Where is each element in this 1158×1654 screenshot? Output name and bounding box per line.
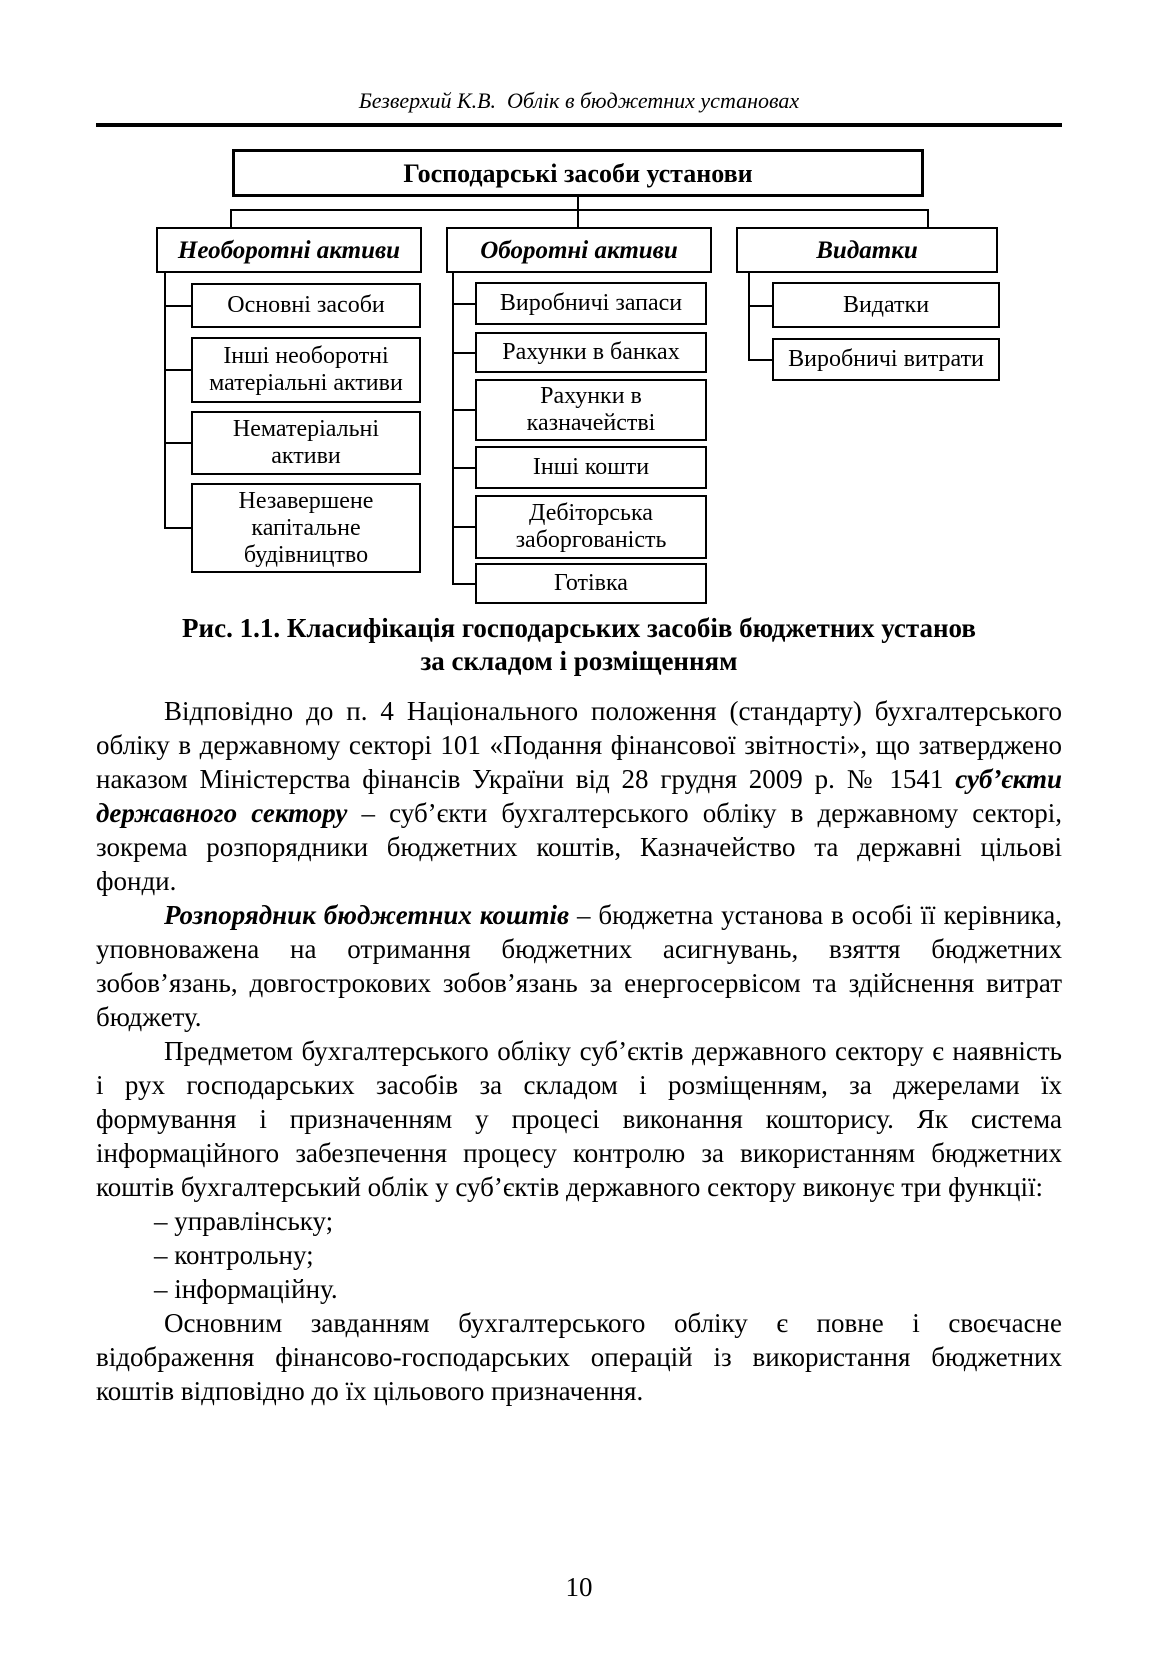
body-text xyxy=(96,694,1062,1408)
diagram-box-treasury-accounts: Рахунки в казначействі xyxy=(475,379,707,441)
classification-diagram xyxy=(0,143,1158,609)
paragraph-main-task: Основним завданням бухгалтерського обліку є повне і своєчасне відображення фінансово-господарських операцій із використання бюджетних коштів відповідно до їх цільового призначення. xyxy=(96,1308,1062,1406)
connector-middle-stub-1 xyxy=(452,303,475,305)
connector-middle-stub-3 xyxy=(452,409,475,411)
connector-middle-stub-4 xyxy=(452,467,475,469)
diagram-box-production-stocks: Виробничі запаси xyxy=(475,282,707,325)
header-title: Облік в бюджетних установах xyxy=(507,88,800,113)
connector-left-stub-4 xyxy=(164,527,191,529)
connector-left-vertical xyxy=(164,273,166,529)
paragraph-standard-101: Відповідно до п. 4 Національного положення (стандарту) бухгалтерського обліку в державному секторі 101 «Подання фінансової звітності», що затверджено наказом Міністерства фінансів України від 28 грудня 2009 р. № 1541 суб’єкти державного сектору – суб’єкти бухгалтерського обліку в державному секторі, зокрема розпорядники бюджетних коштів, Казначейство та державні цільові фонди. xyxy=(96,696,1062,896)
list-item-managerial: – управлінську; xyxy=(154,1206,334,1236)
running-header xyxy=(96,88,1062,127)
connector-right-stub-1 xyxy=(748,305,772,307)
diagram-box-other-funds: Інші кошти xyxy=(475,446,707,489)
connector-right-stub-2 xyxy=(748,359,772,361)
diagram-box-receivables: Дебіторська заборгованість xyxy=(475,495,707,559)
connector-left-stub-2 xyxy=(164,369,191,371)
connector-middle-stub-6 xyxy=(452,583,475,585)
diagram-box-expenditures-child: Видатки xyxy=(772,282,1000,328)
connector-horizontal-bar xyxy=(230,209,929,211)
diagram-box-noncurrent-assets: Необоротні активи xyxy=(156,227,422,273)
connector-left-stub-1 xyxy=(164,305,191,307)
connector-middle-vertical xyxy=(452,273,454,585)
figure-caption-line1: Рис. 1.1. Класифікація господарських засобів бюджетних установ xyxy=(182,613,976,643)
list-item-informational: – інформаційну. xyxy=(154,1274,338,1304)
connector-stub-right xyxy=(927,209,929,227)
diagram-box-current-assets: Оборотні активи xyxy=(446,227,712,273)
diagram-box-intangible-assets: Нематеріальні активи xyxy=(191,411,421,475)
figure-caption xyxy=(96,612,1062,678)
connector-stub-middle xyxy=(577,209,579,227)
connector-left-stub-3 xyxy=(164,442,191,444)
diagram-box-bank-accounts: Рахунки в банках xyxy=(475,332,707,373)
diagram-box-root: Господарські засоби установи xyxy=(232,149,924,197)
page-number: 10 xyxy=(565,1572,593,1602)
paragraph-budget-manager: Розпорядник бюджетних коштів – бюджетна установа в особі її керівника, уповноважена на отримання бюджетних асигнувань, взяття бюджетних зобов’язань, довгострокових зобов’язань за енергосервісом та здійснення витрат бюджету. xyxy=(96,900,1062,1032)
list-item-control: – контрольну; xyxy=(154,1240,314,1270)
diagram-box-expenditures: Видатки xyxy=(736,227,998,273)
connector-stub-left xyxy=(230,209,232,227)
diagram-box-cash: Готівка xyxy=(475,563,707,604)
paragraph-accounting-subject: Предметом бухгалтерського обліку суб’єктів державного сектору є наявність і рух господарських засобів за складом і розміщенням, за джерелами їх формування і призначенням у процесі виконання кошторису. Як система інформаційного забезпечення процесу контролю за використанням бюджетних коштів бухгалтерський облік у суб’єктів державного сектору виконує три функції: xyxy=(96,1036,1062,1202)
connector-middle-stub-2 xyxy=(452,352,475,354)
figure-caption-line2: за складом і розміщенням xyxy=(420,646,738,676)
diagram-box-fixed-assets: Основні засоби xyxy=(191,283,421,328)
diagram-box-unfinished-capital-construction: Незавершене капітальне будівництво xyxy=(191,483,421,573)
functions-list xyxy=(96,1204,1062,1306)
header-author: Безверхий К.В. xyxy=(358,88,497,113)
connector-middle-stub-5 xyxy=(452,526,475,528)
diagram-box-production-costs: Виробничі витрати xyxy=(772,338,1000,381)
diagram-box-other-noncurrent-tangible-assets: Інші необоротні матеріальні активи xyxy=(191,337,421,403)
connector-right-vertical xyxy=(748,273,750,361)
